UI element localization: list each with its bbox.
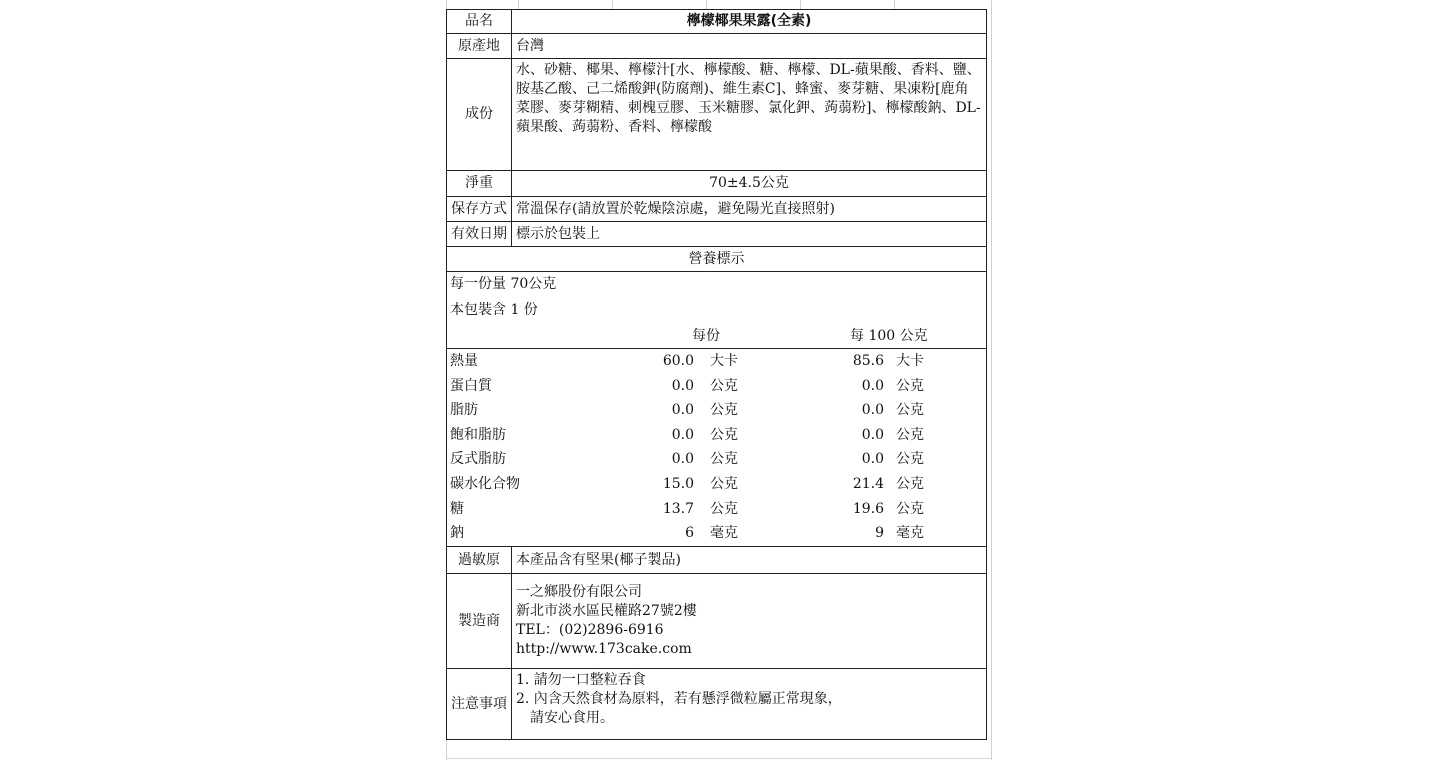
per-100g-value: 0.0 bbox=[861, 377, 884, 394]
per-100g-value: 0.0 bbox=[861, 426, 884, 443]
maker-info-table bbox=[446, 546, 987, 740]
maker-label: 製造商 bbox=[447, 574, 512, 669]
grid-line bbox=[800, 0, 801, 9]
nutrition-row bbox=[446, 374, 987, 399]
nutrient-name: 鈉 bbox=[450, 525, 464, 542]
name-label: 品名 bbox=[447, 10, 512, 34]
origin-value: 台灣 bbox=[512, 34, 987, 59]
grid-line bbox=[894, 0, 895, 9]
row-ingredients bbox=[447, 59, 987, 171]
spec-sheet bbox=[446, 0, 992, 760]
nutrient-name: 糖 bbox=[450, 500, 464, 517]
per-serving-unit: 公克 bbox=[710, 402, 738, 419]
net-value: 70±4.5公克 bbox=[512, 171, 987, 197]
nutrient-name: 飽和脂肪 bbox=[450, 426, 506, 443]
maker-address: 新北市淡水區民權路27號2樓 bbox=[516, 603, 697, 619]
per-serving-value: 0.0 bbox=[671, 377, 694, 394]
per-100g-unit: 公克 bbox=[896, 500, 924, 517]
row-nutrition-title bbox=[447, 247, 987, 272]
per-100g-unit: 公克 bbox=[896, 402, 924, 419]
storage-label: 保存方式 bbox=[447, 197, 512, 222]
row-notes bbox=[447, 669, 987, 740]
maker-value bbox=[512, 574, 987, 669]
product-info-table bbox=[446, 9, 987, 272]
expiry-value: 標示於包裝上 bbox=[512, 222, 987, 247]
per-serving-value: 13.7 bbox=[662, 500, 694, 517]
per-100g-unit: 公克 bbox=[896, 377, 924, 394]
maker-tel: TEL：(02)2896-6916 bbox=[516, 622, 664, 638]
row-maker bbox=[447, 574, 987, 669]
col-per-serving: 每份 bbox=[692, 328, 720, 344]
note-line: 請安心食用。 bbox=[530, 710, 614, 726]
ingredients-label: 成份 bbox=[447, 59, 512, 171]
grid-line bbox=[518, 0, 519, 9]
nutrition-row bbox=[446, 521, 987, 546]
nutrition-row bbox=[446, 472, 987, 497]
product-name: 檸檬椰果果露(全素) bbox=[512, 10, 987, 34]
allergen-label: 過敏原 bbox=[447, 547, 512, 574]
nutrition-row bbox=[446, 398, 987, 423]
allergen-value: 本產品含有堅果(椰子製品) bbox=[512, 547, 987, 574]
per-100g-unit: 公克 bbox=[896, 451, 924, 468]
row-expiry bbox=[447, 222, 987, 247]
origin-label: 原產地 bbox=[447, 34, 512, 59]
grid-line bbox=[612, 0, 613, 9]
per-serving-value: 0.0 bbox=[671, 426, 694, 443]
row-name bbox=[447, 10, 987, 34]
per-serving-value: 0.0 bbox=[671, 451, 694, 468]
nutrition-title: 營養標示 bbox=[447, 247, 987, 272]
row-storage bbox=[447, 197, 987, 222]
per-serving-unit: 公克 bbox=[710, 426, 738, 443]
storage-value: 常溫保存(請放置於乾燥陰涼處，避免陽光直接照射) bbox=[512, 197, 987, 222]
per-100g-value: 0.0 bbox=[861, 451, 884, 468]
servings-per-package: 本包裝含 1 份 bbox=[450, 302, 538, 318]
maker-url: http://www.173cake.com bbox=[516, 641, 692, 657]
per-serving-value: 15.0 bbox=[662, 476, 694, 492]
notes-value bbox=[512, 669, 987, 740]
maker-company: 一之鄉股份有限公司 bbox=[516, 584, 642, 600]
note-line: 2. 內含天然食材為原料，若有懸浮微粒屬正常現象， bbox=[516, 691, 842, 707]
per-100g-unit: 公克 bbox=[896, 426, 924, 443]
nutrient-name: 碳水化合物 bbox=[450, 476, 520, 492]
nutrient-name: 脂肪 bbox=[450, 402, 478, 419]
row-origin bbox=[447, 34, 987, 59]
net-label: 淨重 bbox=[447, 171, 512, 197]
nutrition-header bbox=[446, 324, 987, 349]
per-100g-unit: 毫克 bbox=[896, 525, 924, 542]
row-net-weight bbox=[447, 171, 987, 197]
per-100g-value: 19.6 bbox=[852, 500, 884, 517]
nutrient-name: 蛋白質 bbox=[450, 377, 492, 394]
nutrition-row bbox=[446, 447, 987, 472]
per-serving-value: 6 bbox=[685, 525, 694, 542]
ingredients-value: 水、砂糖、椰果、檸檬汁[水、檸檬酸、糖、檸檬、DL-蘋果酸、香料、鹽、胺基乙酸、己二烯酸鉀(防腐劑)、維生素C]、蜂蜜、麥芽糖、果凍粉[鹿角菜膠、麥芽糊精、刺槐豆膠、玉米糖膠、氯化鉀、蒟蒻粉]、檸檬酸鈉、DL-蘋果酸、蒟蒻粉、香料、檸檬酸 bbox=[512, 59, 987, 171]
nutrition-row bbox=[446, 349, 987, 374]
serving-size: 每一份量 70公克 bbox=[450, 276, 557, 292]
note-line: 1. 請勿一口整粒吞食 bbox=[516, 672, 646, 688]
grid-line bbox=[991, 0, 992, 760]
nutrition-row bbox=[446, 497, 987, 522]
per-100g-value: 85.6 bbox=[852, 353, 884, 369]
grid-line bbox=[706, 0, 707, 9]
per-serving-unit: 公克 bbox=[710, 377, 738, 394]
col-per-100g: 每 100 公克 bbox=[850, 328, 928, 344]
nutrition-row bbox=[446, 423, 987, 448]
per-100g-unit: 大卡 bbox=[896, 353, 924, 369]
per-serving-value: 0.0 bbox=[671, 402, 694, 419]
per-serving-value: 60.0 bbox=[662, 353, 694, 369]
nutrient-name: 反式脂肪 bbox=[450, 451, 506, 468]
notes-label: 注意事項 bbox=[447, 669, 512, 740]
per-serving-unit: 大卡 bbox=[710, 353, 738, 369]
per-serving-unit: 毫克 bbox=[710, 525, 738, 542]
per-100g-value: 9 bbox=[875, 525, 884, 542]
nutrient-name: 熱量 bbox=[450, 353, 478, 369]
expiry-label: 有效日期 bbox=[447, 222, 512, 247]
per-100g-value: 0.0 bbox=[861, 402, 884, 419]
per-serving-unit: 公克 bbox=[710, 500, 738, 517]
per-100g-value: 21.4 bbox=[852, 476, 884, 492]
per-100g-unit: 公克 bbox=[896, 476, 924, 492]
per-serving-unit: 公克 bbox=[710, 476, 738, 492]
row-allergen bbox=[447, 547, 987, 574]
grid-line bbox=[446, 758, 992, 759]
per-serving-unit: 公克 bbox=[710, 451, 738, 468]
